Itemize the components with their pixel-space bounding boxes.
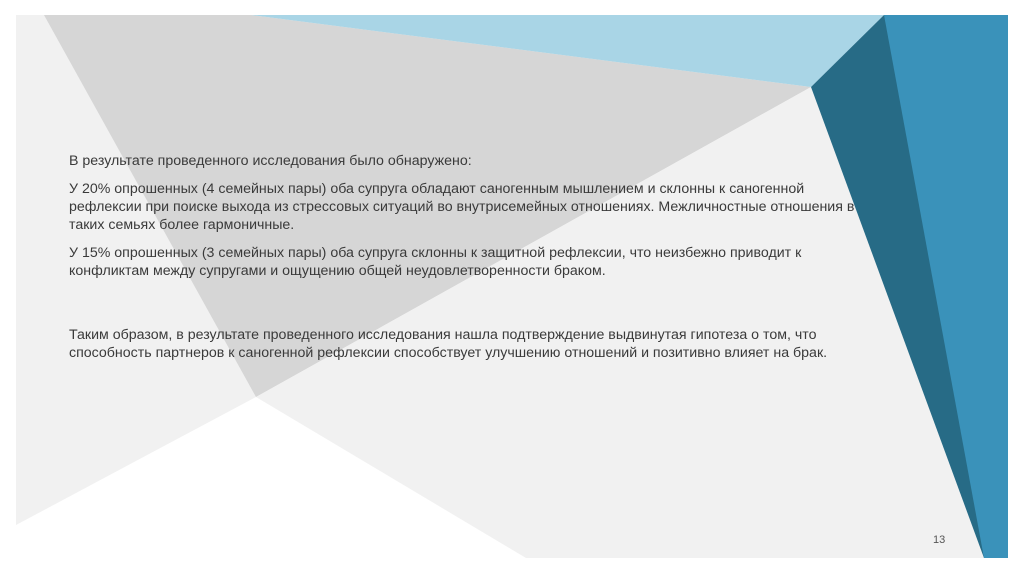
slide [16, 15, 1008, 558]
page-number: 13 [933, 534, 946, 546]
slide-content [69, 152, 859, 362]
intro-paragraph: В результате проведенного исследования было обнаружено: [69, 153, 472, 169]
finding-paragraph-1: У 20% опрошенных (4 семейных пары) оба супруга обладают саногенным мышлением и склонны к саногенной рефлексии при поиске выхода из стрессовых ситуаций во внутрисемейных отношениях. Межличностные отношения в таких семьях более гармоничные. [69, 181, 855, 233]
finding-paragraph-2: У 15% опрошенных (3 семейных пары) оба супруга склонны к защитной рефлексии, что неизбежно приводит к конфликтам между супругами и ощущению общей неудовлетворенности браком. [69, 245, 802, 279]
conclusion-paragraph: Таким образом, в результате проведенного исследования нашла подтверждение выдвинутая гипотеза о том, что способность партнеров к саногенной рефлексии способствует улучшению отношений и позитивно влияет на брак. [69, 327, 828, 361]
